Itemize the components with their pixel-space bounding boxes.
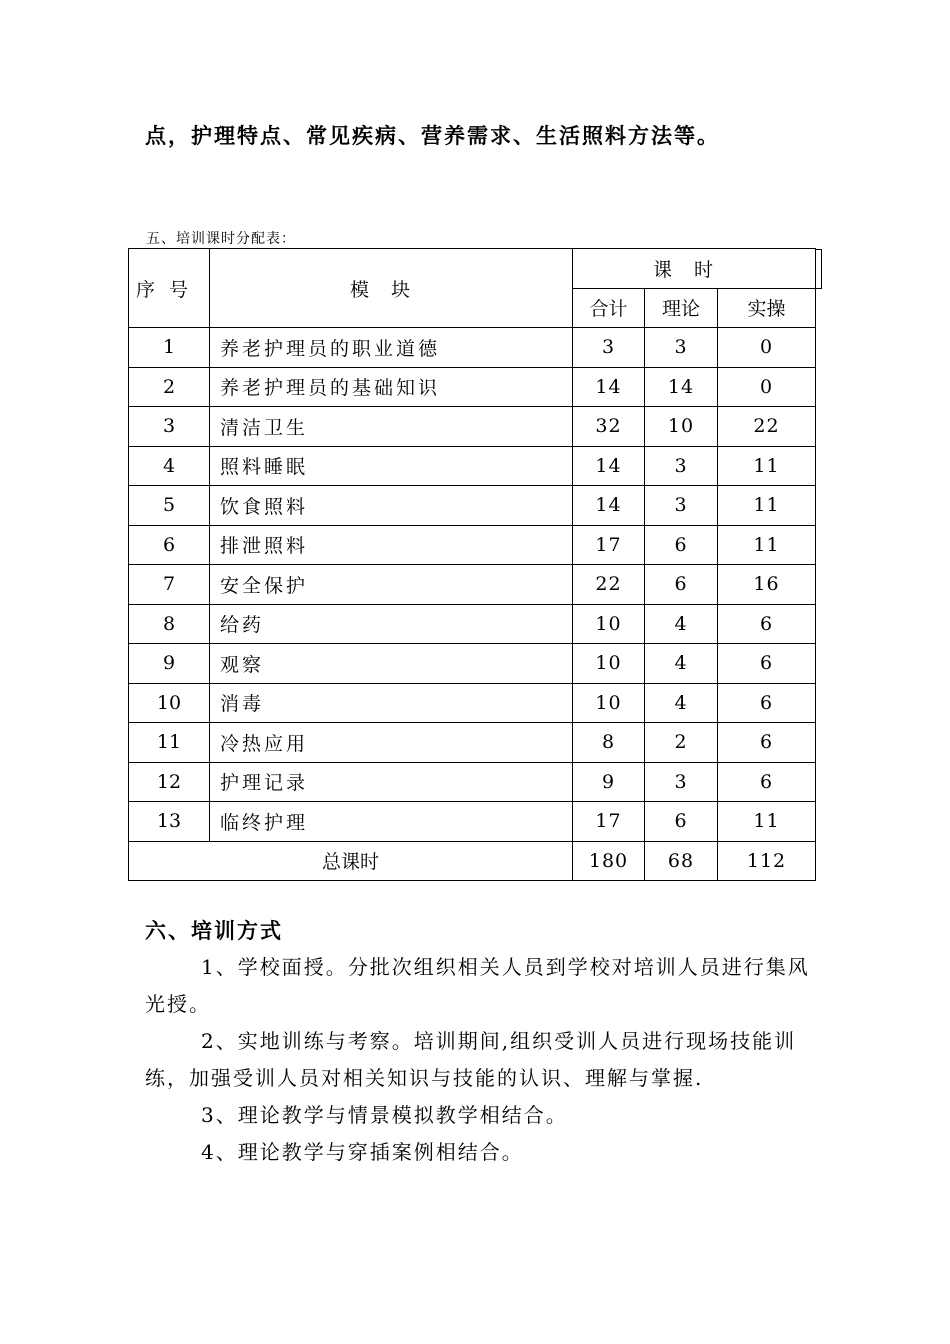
- row-theory: 6: [645, 802, 718, 842]
- section-title: 六、培训方式: [145, 918, 283, 943]
- row-module: 饮食照料: [210, 486, 573, 526]
- row-seq: 13: [129, 802, 210, 842]
- table-row: [129, 762, 816, 802]
- row-total: 14: [573, 486, 645, 526]
- row-module: 安全保护: [210, 565, 573, 605]
- row-seq: 9: [129, 644, 210, 684]
- table-caption: 五、培训课时分配表：: [146, 231, 296, 247]
- method-paragraph: [145, 1134, 810, 1171]
- table-header-border-extension: [816, 249, 822, 289]
- row-practice: 6: [718, 762, 816, 802]
- row-theory: 4: [645, 683, 718, 723]
- table-row: [129, 407, 816, 447]
- row-practice: 6: [718, 723, 816, 763]
- row-module: 养老护理员的职业道德: [210, 328, 573, 368]
- table-row: [129, 565, 816, 605]
- footer-total: 180: [573, 841, 645, 881]
- row-total: 10: [573, 604, 645, 644]
- method-text: 4、理论教学与穿插案例相结合。: [201, 1140, 524, 1164]
- row-module: 清洁卫生: [210, 407, 573, 447]
- row-theory: 6: [645, 525, 718, 565]
- row-seq: 10: [129, 683, 210, 723]
- row-theory: 2: [645, 723, 718, 763]
- row-theory: 10: [645, 407, 718, 447]
- hours-allocation-table: [128, 248, 816, 881]
- row-seq: 5: [129, 486, 210, 526]
- method-text: 2、实地训练与考察。培训期间,组织受训人员进行现场技能训练，加强受训人员对相关知识与技能的认识、理解与掌握.: [145, 1029, 797, 1090]
- table-row: [129, 723, 816, 763]
- method-text: 3、理论教学与情景模拟教学相结合。: [201, 1103, 568, 1127]
- table-row: [129, 328, 816, 368]
- row-total: 10: [573, 644, 645, 684]
- row-theory: 3: [645, 446, 718, 486]
- row-seq: 7: [129, 565, 210, 605]
- row-module: 照料睡眠: [210, 446, 573, 486]
- row-theory: 4: [645, 644, 718, 684]
- row-theory: 3: [645, 486, 718, 526]
- method-text: 1、学校面授。分批次组织相关人员到学校对培训人员进行集风光授。: [145, 955, 810, 1016]
- footer-practice: 112: [718, 841, 816, 881]
- row-seq: 4: [129, 446, 210, 486]
- row-practice: 11: [718, 446, 816, 486]
- row-total: 32: [573, 407, 645, 447]
- method-paragraph: [145, 1023, 810, 1097]
- row-seq: 3: [129, 407, 210, 447]
- row-seq: 12: [129, 762, 210, 802]
- header-seq: 序号: [129, 249, 210, 328]
- row-practice: 0: [718, 367, 816, 407]
- row-practice: 11: [718, 802, 816, 842]
- row-seq: 6: [129, 525, 210, 565]
- row-seq: 2: [129, 367, 210, 407]
- row-module: 护理记录: [210, 762, 573, 802]
- row-practice: 6: [718, 604, 816, 644]
- row-practice: 0: [718, 328, 816, 368]
- row-total: 14: [573, 446, 645, 486]
- row-total: 17: [573, 802, 645, 842]
- row-total: 22: [573, 565, 645, 605]
- row-module: 给药: [210, 604, 573, 644]
- row-practice: 6: [718, 644, 816, 684]
- row-module: 消毒: [210, 683, 573, 723]
- row-total: 14: [573, 367, 645, 407]
- intro-line: 点，护理特点、常见疾病、营养需求、生活照料方法等。: [145, 123, 720, 148]
- row-seq: 1: [129, 328, 210, 368]
- row-theory: 6: [645, 565, 718, 605]
- row-practice: 16: [718, 565, 816, 605]
- row-module: 观察: [210, 644, 573, 684]
- row-total: 10: [573, 683, 645, 723]
- table-row: [129, 802, 816, 842]
- header-total: 合计: [573, 288, 645, 328]
- row-practice: 22: [718, 407, 816, 447]
- method-paragraph: [145, 949, 810, 1023]
- footer-theory: 68: [645, 841, 718, 881]
- row-total: 9: [573, 762, 645, 802]
- table-row: [129, 683, 816, 723]
- row-module: 冷热应用: [210, 723, 573, 763]
- row-theory: 14: [645, 367, 718, 407]
- row-practice: 11: [718, 486, 816, 526]
- row-practice: 6: [718, 683, 816, 723]
- method-paragraph: [145, 1097, 810, 1134]
- table-row: [129, 446, 816, 486]
- row-module: 临终护理: [210, 802, 573, 842]
- table-header-row: [129, 249, 816, 289]
- header-module: 模块: [210, 249, 573, 328]
- row-theory: 4: [645, 604, 718, 644]
- header-practice: 实操: [718, 288, 816, 328]
- table-row: [129, 604, 816, 644]
- header-theory: 理论: [645, 288, 718, 328]
- table-row: [129, 486, 816, 526]
- row-seq: 8: [129, 604, 210, 644]
- table-row: [129, 367, 816, 407]
- table-body: [129, 328, 816, 842]
- table-footer-row: [129, 841, 816, 881]
- row-module: 排泄照料: [210, 525, 573, 565]
- row-practice: 11: [718, 525, 816, 565]
- header-hours: 课时: [573, 249, 816, 289]
- row-theory: 3: [645, 328, 718, 368]
- table-row: [129, 644, 816, 684]
- table-row: [129, 525, 816, 565]
- row-total: 17: [573, 525, 645, 565]
- footer-label: 总课时: [129, 841, 573, 881]
- row-total: 8: [573, 723, 645, 763]
- row-total: 3: [573, 328, 645, 368]
- row-theory: 3: [645, 762, 718, 802]
- row-module: 养老护理员的基础知识: [210, 367, 573, 407]
- row-seq: 11: [129, 723, 210, 763]
